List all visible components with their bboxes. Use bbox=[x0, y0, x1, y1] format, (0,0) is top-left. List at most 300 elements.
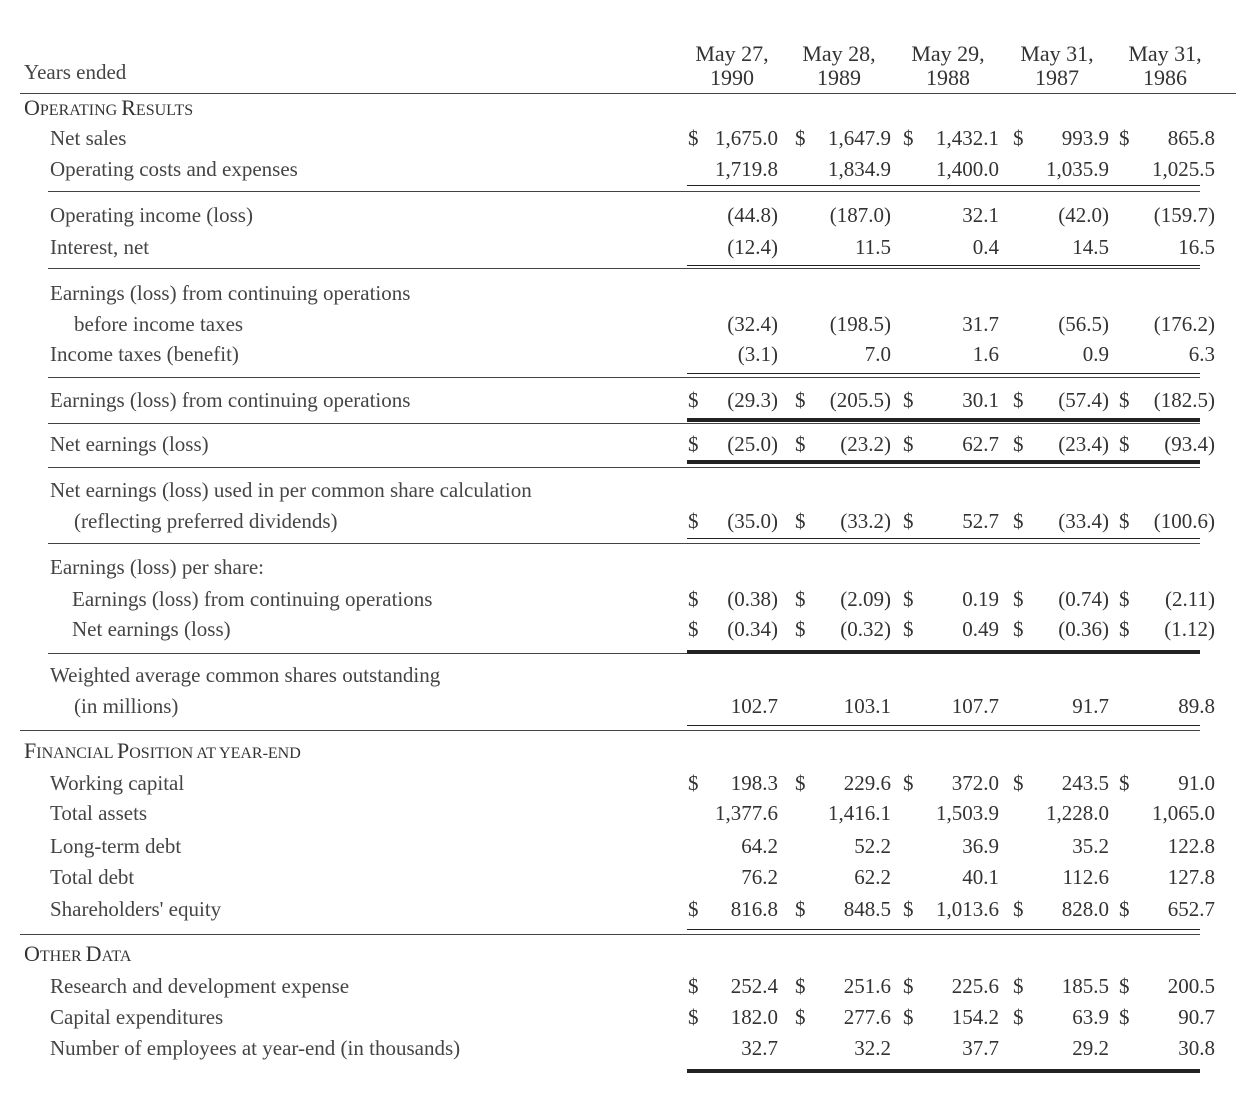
section-separator bbox=[20, 730, 1200, 731]
table-cell bbox=[903, 126, 999, 154]
table-cell bbox=[1013, 974, 1109, 1002]
double-underline bbox=[687, 1069, 1200, 1073]
cell-value: (2.09) bbox=[840, 587, 891, 611]
row-label: Income taxes (benefit) bbox=[50, 342, 239, 366]
cell-value: 62.2 bbox=[854, 865, 891, 889]
cell-value: 185.5 bbox=[1061, 974, 1109, 998]
column-header-1990 bbox=[672, 42, 792, 90]
currency-symbol: $ bbox=[903, 771, 914, 795]
cell-value: (44.8) bbox=[727, 203, 778, 227]
table-cell bbox=[1013, 801, 1109, 829]
column-underline bbox=[687, 265, 1200, 266]
column-header-1986 bbox=[1105, 42, 1225, 90]
table-cell bbox=[795, 1036, 891, 1064]
table-cell bbox=[688, 1036, 778, 1064]
table-cell bbox=[1119, 312, 1215, 340]
row-label: Working capital bbox=[50, 771, 185, 795]
cell-value: (198.5) bbox=[829, 312, 891, 336]
table-cell bbox=[688, 771, 778, 799]
currency-symbol: $ bbox=[1013, 771, 1024, 795]
table-cell bbox=[688, 126, 778, 154]
cell-value: 1,035.9 bbox=[1046, 157, 1109, 181]
table-cell bbox=[1119, 834, 1215, 862]
cell-value: (12.4) bbox=[727, 235, 778, 259]
cell-value: 32.7 bbox=[741, 1036, 778, 1060]
cell-value: (0.34) bbox=[727, 617, 778, 641]
table-cell bbox=[795, 617, 891, 645]
table-cell bbox=[903, 801, 999, 829]
cell-value: (176.2) bbox=[1153, 312, 1215, 336]
cell-value: (0.38) bbox=[727, 587, 778, 611]
row-label: Research and development expense bbox=[50, 974, 350, 998]
cell-value: 1,432.1 bbox=[936, 126, 999, 150]
table-cell bbox=[1013, 388, 1109, 416]
table-cell bbox=[1013, 1036, 1109, 1064]
table-cell bbox=[795, 974, 891, 1002]
double-underline bbox=[687, 650, 1200, 654]
cell-value: (42.0) bbox=[1058, 203, 1109, 227]
table-cell bbox=[688, 801, 778, 829]
cell-value: 1,719.8 bbox=[715, 157, 778, 181]
currency-symbol: $ bbox=[1119, 587, 1130, 611]
cell-value: (3.1) bbox=[737, 342, 778, 366]
table-cell bbox=[1119, 509, 1215, 537]
row-label: Total assets bbox=[50, 801, 148, 825]
cell-value: 251.6 bbox=[843, 974, 891, 998]
cell-value: 11.5 bbox=[855, 235, 891, 259]
cell-value: 0.19 bbox=[962, 587, 999, 611]
currency-symbol: $ bbox=[1119, 126, 1130, 150]
currency-symbol: $ bbox=[688, 432, 699, 456]
table-cell bbox=[903, 865, 999, 893]
cell-value: (205.5) bbox=[829, 388, 891, 412]
table-cell bbox=[795, 587, 891, 615]
currency-symbol: $ bbox=[1119, 388, 1130, 412]
group-separator bbox=[48, 191, 1200, 192]
section-separator bbox=[20, 934, 1200, 935]
table-cell bbox=[903, 235, 999, 263]
cell-value: (23.4) bbox=[1058, 432, 1109, 456]
currency-symbol: $ bbox=[795, 897, 806, 921]
currency-symbol: $ bbox=[795, 432, 806, 456]
table-cell bbox=[1119, 897, 1215, 925]
table-cell bbox=[1013, 834, 1109, 862]
table-cell bbox=[1013, 157, 1109, 185]
currency-symbol: $ bbox=[688, 587, 699, 611]
cell-value: 112.6 bbox=[1062, 865, 1109, 889]
column-header-line2: 1988 bbox=[926, 65, 970, 90]
row-label: Weighted average common shares outstanding bbox=[50, 663, 441, 687]
cell-value: 154.2 bbox=[951, 1005, 999, 1029]
row-label: Net earnings (loss) bbox=[72, 617, 231, 641]
table-cell bbox=[903, 587, 999, 615]
currency-symbol: $ bbox=[1119, 617, 1130, 641]
currency-symbol: $ bbox=[1013, 617, 1024, 641]
row-label: Operating costs and expenses bbox=[50, 157, 298, 181]
table-cell bbox=[903, 312, 999, 340]
table-cell bbox=[1013, 312, 1109, 340]
cell-value: 64.2 bbox=[741, 834, 778, 858]
table-cell bbox=[903, 694, 999, 722]
currency-symbol: $ bbox=[903, 897, 914, 921]
cell-value: 6.3 bbox=[1188, 342, 1215, 366]
group-separator bbox=[48, 467, 1200, 468]
row-label: Capital expenditures bbox=[50, 1005, 224, 1029]
table-cell bbox=[795, 432, 891, 460]
cell-value: 30.8 bbox=[1178, 1036, 1215, 1060]
table-cell bbox=[795, 1005, 891, 1033]
table-cell bbox=[795, 771, 891, 799]
section-operating-results: OPERATING RESULTS bbox=[24, 95, 194, 120]
cell-value: 1,503.9 bbox=[936, 801, 999, 825]
table-cell bbox=[903, 974, 999, 1002]
table-cell bbox=[795, 509, 891, 537]
cell-value: (2.11) bbox=[1165, 587, 1215, 611]
table-cell bbox=[795, 312, 891, 340]
currency-symbol: $ bbox=[1013, 432, 1024, 456]
currency-symbol: $ bbox=[1013, 897, 1024, 921]
currency-symbol: $ bbox=[795, 1005, 806, 1029]
table-cell bbox=[688, 432, 778, 460]
group-separator bbox=[48, 268, 1200, 269]
table-cell bbox=[1119, 617, 1215, 645]
currency-symbol: $ bbox=[903, 1005, 914, 1029]
cell-value: 372.0 bbox=[951, 771, 999, 795]
double-underline bbox=[687, 418, 1200, 422]
cell-value: (0.32) bbox=[840, 617, 891, 641]
cell-value: 91.7 bbox=[1072, 694, 1109, 718]
cell-value: (159.7) bbox=[1153, 203, 1215, 227]
currency-symbol: $ bbox=[795, 587, 806, 611]
table-cell bbox=[903, 834, 999, 862]
table-cell bbox=[1013, 587, 1109, 615]
table-cell bbox=[1119, 203, 1215, 231]
currency-symbol: $ bbox=[903, 974, 914, 998]
table-cell bbox=[688, 388, 778, 416]
row-label: Earnings (loss) from continuing operations bbox=[72, 587, 433, 611]
cell-value: (25.0) bbox=[727, 432, 778, 456]
column-header-1987 bbox=[997, 42, 1117, 90]
cell-value: 1,834.9 bbox=[828, 157, 891, 181]
currency-symbol: $ bbox=[795, 617, 806, 641]
currency-symbol: $ bbox=[688, 771, 699, 795]
column-header-line1: May 31, bbox=[1020, 41, 1094, 66]
currency-symbol: $ bbox=[903, 587, 914, 611]
currency-symbol: $ bbox=[795, 388, 806, 412]
cell-value: 31.7 bbox=[962, 312, 999, 336]
row-label: (reflecting preferred dividends) bbox=[74, 509, 338, 533]
group-separator bbox=[48, 377, 1200, 378]
table-cell bbox=[688, 342, 778, 370]
table-cell bbox=[795, 203, 891, 231]
column-header-line1: May 31, bbox=[1128, 41, 1202, 66]
table-cell bbox=[688, 509, 778, 537]
column-underline bbox=[687, 538, 1200, 539]
column-header-1989 bbox=[779, 42, 899, 90]
cell-value: 36.9 bbox=[962, 834, 999, 858]
table-cell bbox=[903, 1005, 999, 1033]
table-cell bbox=[1119, 801, 1215, 829]
table-cell bbox=[1013, 203, 1109, 231]
column-header-line2: 1987 bbox=[1035, 65, 1079, 90]
currency-symbol: $ bbox=[688, 388, 699, 412]
currency-symbol: $ bbox=[688, 509, 699, 533]
table-cell bbox=[1119, 1036, 1215, 1064]
currency-symbol: $ bbox=[903, 509, 914, 533]
currency-symbol: $ bbox=[688, 617, 699, 641]
cell-value: 865.8 bbox=[1167, 126, 1215, 150]
cell-value: 200.5 bbox=[1167, 974, 1215, 998]
cell-value: 652.7 bbox=[1167, 897, 1215, 921]
currency-symbol: $ bbox=[1119, 897, 1130, 921]
table-cell bbox=[1119, 974, 1215, 1002]
table-cell bbox=[688, 235, 778, 263]
table-cell bbox=[903, 897, 999, 925]
cell-value: 90.7 bbox=[1178, 1005, 1215, 1029]
cell-value: (35.0) bbox=[727, 509, 778, 533]
row-label: Operating income (loss) bbox=[50, 203, 253, 227]
row-label: before income taxes bbox=[74, 312, 244, 336]
table-cell bbox=[1119, 126, 1215, 154]
cell-value: 243.5 bbox=[1061, 771, 1109, 795]
cell-value: 103.1 bbox=[843, 694, 891, 718]
cell-value: (187.0) bbox=[829, 203, 891, 227]
column-header-line2: 1986 bbox=[1143, 65, 1187, 90]
cell-value: 107.7 bbox=[951, 694, 999, 718]
row-label: Shareholders' equity bbox=[50, 897, 222, 921]
group-separator bbox=[48, 543, 1200, 544]
row-label: Net sales bbox=[50, 126, 127, 150]
cell-value: 52.7 bbox=[962, 509, 999, 533]
cell-value: 229.6 bbox=[843, 771, 891, 795]
table-cell bbox=[1013, 235, 1109, 263]
row-label: Earnings (loss) from continuing operations bbox=[50, 388, 411, 412]
section-financial-position: FINANCIAL POSITION AT YEAR-END bbox=[24, 738, 301, 763]
row-label: Total debt bbox=[50, 865, 135, 889]
cell-value: 37.7 bbox=[962, 1036, 999, 1060]
cell-value: 89.8 bbox=[1178, 694, 1215, 718]
cell-value: 848.5 bbox=[843, 897, 891, 921]
table-cell bbox=[1119, 587, 1215, 615]
cell-value: 0.9 bbox=[1082, 342, 1109, 366]
cell-value: 52.2 bbox=[854, 834, 891, 858]
table-cell bbox=[903, 203, 999, 231]
cell-value: (57.4) bbox=[1058, 388, 1109, 412]
currency-symbol: $ bbox=[903, 126, 914, 150]
table-cell bbox=[688, 203, 778, 231]
table-cell bbox=[1013, 771, 1109, 799]
currency-symbol: $ bbox=[795, 771, 806, 795]
section-other-data: OTHER DATA bbox=[24, 941, 132, 966]
cell-value: 0.4 bbox=[972, 235, 999, 259]
cell-value: (33.4) bbox=[1058, 509, 1109, 533]
table-cell bbox=[688, 1005, 778, 1033]
cell-value: 828.0 bbox=[1061, 897, 1109, 921]
table-cell bbox=[903, 771, 999, 799]
cell-value: (182.5) bbox=[1153, 388, 1215, 412]
currency-symbol: $ bbox=[1013, 1005, 1024, 1029]
cell-value: 198.3 bbox=[730, 771, 778, 795]
currency-symbol: $ bbox=[688, 897, 699, 921]
row-label: Earnings (loss) from continuing operations bbox=[50, 281, 411, 305]
currency-symbol: $ bbox=[1119, 509, 1130, 533]
years-ended-label: Years ended bbox=[24, 60, 127, 84]
table-cell bbox=[688, 587, 778, 615]
column-underline bbox=[687, 929, 1200, 930]
currency-symbol: $ bbox=[1013, 388, 1024, 412]
column-header-line2: 1990 bbox=[710, 65, 754, 90]
table-cell bbox=[903, 342, 999, 370]
cell-value: (93.4) bbox=[1164, 432, 1215, 456]
table-cell bbox=[903, 1036, 999, 1064]
cell-value: 102.7 bbox=[730, 694, 778, 718]
table-cell bbox=[795, 834, 891, 862]
table-cell bbox=[795, 342, 891, 370]
table-cell bbox=[688, 694, 778, 722]
table-cell bbox=[688, 834, 778, 862]
cell-value: 1,228.0 bbox=[1046, 801, 1109, 825]
table-cell bbox=[1013, 432, 1109, 460]
column-header-1988 bbox=[888, 42, 1008, 90]
table-cell bbox=[1119, 432, 1215, 460]
table-cell bbox=[1013, 126, 1109, 154]
cell-value: 32.2 bbox=[854, 1036, 891, 1060]
column-underline bbox=[687, 373, 1200, 374]
column-underline bbox=[687, 725, 1200, 726]
cell-value: 0.49 bbox=[962, 617, 999, 641]
currency-symbol: $ bbox=[1119, 432, 1130, 456]
cell-value: 40.1 bbox=[962, 865, 999, 889]
table-cell bbox=[1119, 865, 1215, 893]
cell-value: (23.2) bbox=[840, 432, 891, 456]
currency-symbol: $ bbox=[688, 126, 699, 150]
cell-value: 252.4 bbox=[730, 974, 778, 998]
cell-value: 127.8 bbox=[1167, 865, 1215, 889]
column-header-line2: 1989 bbox=[817, 65, 861, 90]
cell-value: 91.0 bbox=[1178, 771, 1215, 795]
table-cell bbox=[1013, 509, 1109, 537]
table-cell bbox=[688, 897, 778, 925]
double-underline bbox=[687, 460, 1200, 464]
cell-value: 1,400.0 bbox=[936, 157, 999, 181]
table-cell bbox=[688, 617, 778, 645]
cell-value: 277.6 bbox=[843, 1005, 891, 1029]
table-cell bbox=[795, 235, 891, 263]
currency-symbol: $ bbox=[795, 509, 806, 533]
table-cell bbox=[1119, 157, 1215, 185]
table-cell bbox=[903, 432, 999, 460]
cell-value: 1,013.6 bbox=[936, 897, 999, 921]
row-label: Number of employees at year-end (in thousands) bbox=[50, 1036, 461, 1060]
cell-value: (56.5) bbox=[1058, 312, 1109, 336]
currency-symbol: $ bbox=[688, 1005, 699, 1029]
currency-symbol: $ bbox=[903, 617, 914, 641]
cell-value: (0.74) bbox=[1058, 587, 1109, 611]
cell-value: 7.0 bbox=[864, 342, 891, 366]
cell-value: 1,065.0 bbox=[1152, 801, 1215, 825]
table-cell bbox=[795, 126, 891, 154]
table-cell bbox=[1013, 1005, 1109, 1033]
cell-value: 122.8 bbox=[1167, 834, 1215, 858]
cell-value: 63.9 bbox=[1072, 1005, 1109, 1029]
cell-value: 1,377.6 bbox=[715, 801, 778, 825]
currency-symbol: $ bbox=[688, 974, 699, 998]
cell-value: 35.2 bbox=[1072, 834, 1109, 858]
currency-symbol: $ bbox=[1119, 771, 1130, 795]
column-underline bbox=[687, 185, 1200, 186]
column-header-line1: May 28, bbox=[802, 41, 876, 66]
table-cell bbox=[1119, 694, 1215, 722]
cell-value: (32.4) bbox=[727, 312, 778, 336]
cell-value: 30.1 bbox=[962, 388, 999, 412]
table-cell bbox=[688, 312, 778, 340]
currency-symbol: $ bbox=[1013, 587, 1024, 611]
currency-symbol: $ bbox=[795, 126, 806, 150]
row-label: Interest, net bbox=[50, 235, 150, 259]
table-cell bbox=[903, 617, 999, 645]
table-cell bbox=[1119, 1005, 1215, 1033]
cell-value: 32.1 bbox=[962, 203, 999, 227]
table-cell bbox=[1013, 342, 1109, 370]
cell-value: (1.12) bbox=[1164, 617, 1215, 641]
table-cell bbox=[688, 865, 778, 893]
cell-value: (0.36) bbox=[1058, 617, 1109, 641]
cell-value: 816.8 bbox=[730, 897, 778, 921]
table-cell bbox=[795, 801, 891, 829]
row-label: Net earnings (loss) bbox=[50, 432, 209, 456]
currency-symbol: $ bbox=[903, 432, 914, 456]
cell-value: 225.6 bbox=[951, 974, 999, 998]
table-cell bbox=[1013, 865, 1109, 893]
table-cell bbox=[1119, 342, 1215, 370]
cell-value: 1,647.9 bbox=[828, 126, 891, 150]
table-cell bbox=[1013, 897, 1109, 925]
cell-value: 182.0 bbox=[730, 1005, 778, 1029]
table-cell bbox=[795, 694, 891, 722]
cell-value: 1.6 bbox=[972, 342, 999, 366]
row-label: Long-term debt bbox=[50, 834, 182, 858]
column-header-line1: May 29, bbox=[911, 41, 985, 66]
cell-value: (29.3) bbox=[727, 388, 778, 412]
table-cell bbox=[903, 509, 999, 537]
currency-symbol: $ bbox=[1119, 1005, 1130, 1029]
currency-symbol: $ bbox=[1119, 974, 1130, 998]
cell-value: 993.9 bbox=[1061, 126, 1109, 150]
cell-value: (100.6) bbox=[1153, 509, 1215, 533]
cell-value: 1,675.0 bbox=[715, 126, 778, 150]
table-cell bbox=[795, 157, 891, 185]
table-cell bbox=[1119, 388, 1215, 416]
table-cell bbox=[1013, 617, 1109, 645]
cell-value: 16.5 bbox=[1178, 235, 1215, 259]
table-cell bbox=[688, 974, 778, 1002]
row-label: (in millions) bbox=[74, 694, 179, 718]
table-cell bbox=[903, 388, 999, 416]
cell-value: 1,416.1 bbox=[828, 801, 891, 825]
currency-symbol: $ bbox=[903, 388, 914, 412]
currency-symbol: $ bbox=[795, 974, 806, 998]
table-cell bbox=[1119, 235, 1215, 263]
cell-value: 62.7 bbox=[962, 432, 999, 456]
currency-symbol: $ bbox=[1013, 509, 1024, 533]
table-cell bbox=[903, 157, 999, 185]
cell-value: (33.2) bbox=[840, 509, 891, 533]
row-label: Earnings (loss) per share: bbox=[50, 555, 265, 579]
group-separator bbox=[48, 423, 1200, 424]
table-cell bbox=[795, 865, 891, 893]
table-cell bbox=[1119, 771, 1215, 799]
table-cell bbox=[688, 157, 778, 185]
